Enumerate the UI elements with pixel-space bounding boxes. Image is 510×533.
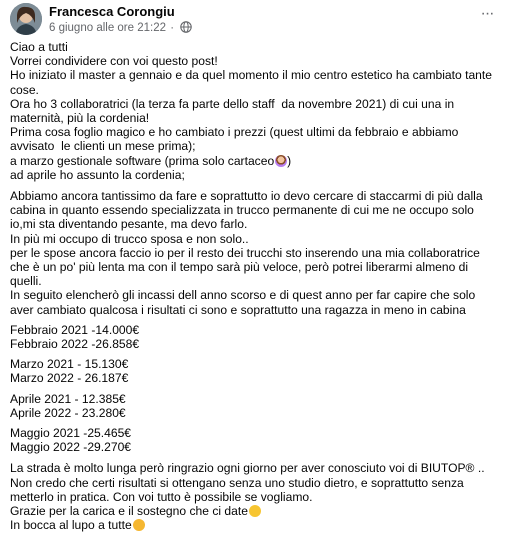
line-text: cabina in quanto essendo specializzata in trucco permanente di cui me ne occupo solo: [10, 203, 474, 218]
revenue-group: [10, 357, 495, 385]
author-name[interactable]: Francesca Corongiu: [49, 4, 175, 19]
revenue-list: [10, 323, 495, 455]
globe-icon[interactable]: [180, 21, 192, 33]
line-text: quelli.: [10, 274, 42, 289]
post-meta: [49, 21, 192, 34]
text-line: [10, 40, 495, 54]
revenue-group: [10, 426, 495, 454]
line-text: per le spose ancora faccio io per il resto dei trucchi sto inserendo una mia collaboratrice: [10, 245, 480, 260]
line-text: io,mi sta diventando pesante, ma devo farlo.: [10, 217, 248, 232]
text-line: [10, 260, 495, 274]
line-text: Ciao a tutti: [10, 40, 68, 54]
line-text: ad aprile ho assunto la cordenia;: [10, 167, 185, 182]
text-line: [10, 476, 495, 490]
post-header: [10, 3, 500, 35]
text-line: [10, 68, 495, 82]
smiling-face-with-hearts-emoji: [133, 519, 145, 531]
revenue-line: Maggio 2021 -25.465€: [10, 426, 132, 441]
revenue-line: Marzo 2021 - 15.130€: [10, 357, 129, 372]
avatar[interactable]: [10, 3, 42, 35]
text-line: [10, 125, 495, 139]
line-text: metterlo in pratica. Con voi tutto è possibile se vogliamo.: [10, 489, 313, 504]
text-line: [10, 203, 495, 217]
text-line: [10, 189, 495, 203]
text-line: [10, 461, 495, 475]
text-line: [10, 83, 495, 97]
line-text: che è un po' più lenta ma con il tempo sarà più veloce, però potrei liberarmi almeno di: [10, 260, 469, 275]
text-line: [10, 168, 495, 182]
line-text: In più mi occupo di trucco sposa e non solo..: [10, 231, 249, 246]
text-line: [10, 274, 495, 288]
line-text: Abbiamo ancora tantissimo da fare e soprattutto io devo cercare di staccarmi di più dalla: [10, 189, 483, 204]
text-line: [10, 97, 495, 111]
line-text: Prima cosa foglio magico e ho cambiato i prezzi (quest ultimi da febbraio e abbiamo: [10, 125, 459, 140]
line-text: In seguito elencherò gli incassi dell anno scorso e di quest anno per far capire che solo: [10, 288, 476, 303]
text-line: [10, 246, 495, 260]
closing-paragraph: [10, 461, 495, 532]
line-text: Ho iniziato il master a gennaio e da quel momento il mio centro estetico ha cambiato tante: [10, 68, 492, 83]
revenue-line: Febbraio 2022 -26.858€: [10, 337, 140, 352]
line-text: a marzo gestionale software (prima solo cartaceo: [10, 153, 275, 168]
more-options-icon[interactable]: ···: [480, 5, 494, 22]
text-line: [10, 288, 495, 302]
revenue-group: [10, 323, 495, 351]
meta-separator: ·: [170, 22, 175, 34]
revenue-line: Maggio 2022 -29.270€: [10, 440, 132, 455]
text-line: [10, 490, 495, 504]
person-tipping-hand-emoji: [275, 155, 287, 167]
revenue-line: Aprile 2022 - 23.280€: [10, 405, 126, 420]
smiling-face-emoji: [249, 505, 261, 517]
text-line: [10, 111, 495, 125]
line-text: maternità, più la cordenia!: [10, 111, 150, 126]
line-text: Ora ho 3 collaboratrici (la terza fa parte dello staff da novembre 2021) di cui una in: [10, 96, 455, 111]
intro-paragraph: [10, 40, 495, 182]
line-text: Grazie per la carica e il sostegno che ci date: [10, 504, 248, 519]
text-line: [10, 232, 495, 246]
line-text: aver cambiato qualcosa i risultati ci sono e soprattutto una ragazza in meno in cabina: [10, 302, 466, 317]
line-text: avvisato le clienti un mese prima);: [10, 139, 196, 154]
line-text: Non credo che certi risultati si ottengano senza uno studio dietro, e soprattutto senza: [10, 475, 464, 490]
line-text: In bocca al lupo a tutte: [10, 518, 132, 533]
text-line: [10, 54, 495, 68]
text-line: [10, 303, 495, 317]
line-text: Vorrei condividere con voi questo post!: [10, 54, 218, 69]
text-line: [10, 217, 495, 231]
line-text: cose.: [10, 82, 39, 97]
work-paragraph: [10, 189, 495, 317]
line-text: La strada è molto lunga però ringrazio ogni giorno per aver conosciuto voi di BIUTOP® ..: [10, 461, 485, 476]
revenue-line: Marzo 2022 - 26.187€: [10, 371, 129, 386]
text-line: a marzo gestionale software (prima solo cartaceo ): [10, 153, 292, 168]
text-line: [10, 139, 495, 153]
revenue-group: [10, 392, 495, 420]
revenue-line: Aprile 2021 - 12.385€: [10, 391, 126, 406]
text-line: [10, 504, 495, 518]
revenue-line: Febbraio 2021 -14.000€: [10, 322, 140, 337]
text-line: [10, 518, 495, 532]
post-body: [10, 40, 495, 533]
post-timestamp[interactable]: 6 giugno alle ore 21:22: [49, 22, 167, 34]
